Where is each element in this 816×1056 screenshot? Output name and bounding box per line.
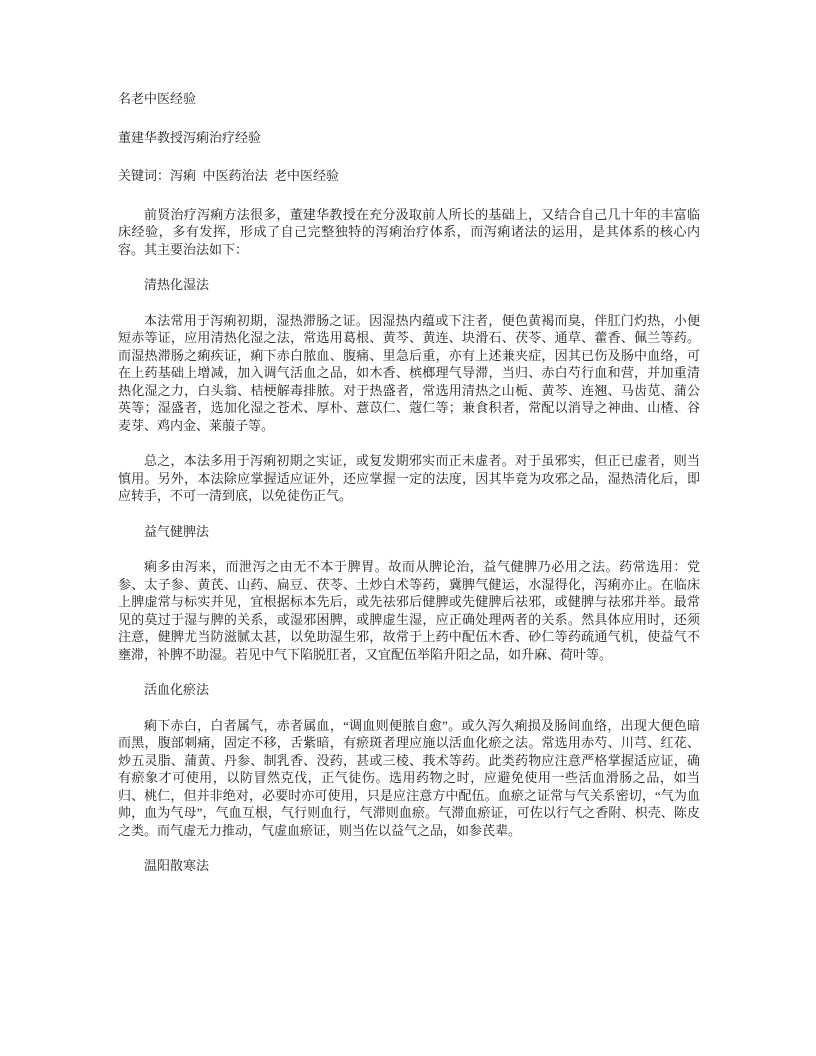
intro-paragraph: 前贤治疗泻痢方法很多，董建华教授在充分汲取前人所长的基础上，又结合自己几十年的丰富临床经验，多有发挥，形成了自己完整独特的泻痢治疗体系，而泻痢诸法的运用，是其体系的核心内容。其主要治法如下：: [118, 206, 700, 257]
keywords-line: 关键词：泻痢 中医药治法 老中医经验: [118, 168, 340, 183]
section-heading-huoxue-huayu: 活血化瘀法: [144, 682, 210, 697]
doc-title: 董建华教授泻痢治疗经验: [118, 129, 262, 145]
body-paragraph: 本法常用于泻痢初期，湿热滞肠之证。因湿热内蕴或下注者，便色黄褐而臭，伴肛门灼热，小便短赤等证，应用清热化湿之法，常选用葛根、黄芩、黄连、块滑石、茯苓、通草、藿香、佩兰等药。而湿热滞肠之痢疾证，痢下赤白脓血、腹痛、里急后重，亦有上述兼夹症，因其已伤及肠中血络，可在上药基础上增减，加入调气活血之品，如木香、槟榔理气导滞，当归、赤白芍行血和营，并加重清热化湿之力，白头翁、桔梗解毒排脓。对于热盛者，常选用清热之山栀、黄芩、连翘、马齿苋、蒲公英等；湿盛者，选加化湿之苍术、厚朴、薏苡仁、蔻仁等；兼食积者，常配以消导之神曲、山楂、谷麦芽、鸡内金、莱菔子等。: [118, 312, 700, 433]
doc-header: 名老中医经验: [118, 91, 197, 106]
body-paragraph: 痢多由泻来，而泄泻之由无不本于脾胃。故而从脾论治，益气健脾乃必用之法。药常选用：党参、太子参、黄芪、山药、扁豆、茯苓、土炒白术等药，冀脾气健运，水湿得化，泻痢亦止。在临床上脾虚常与标实并见，宜根据标本先后，或先祛邪后健脾或先健脾后祛邪，或健脾与祛邪并举。最常见的莫过于湿与脾的关系，或湿邪困脾，或脾虚生湿，应正确处理两者的关系。然具体应用时，还须注意，健脾尤当防滋腻太甚，以免助湿生邪，故常于上药中配伍木香、砂仁等药疏通气机，使益气不壅滞，补脾不助湿。若见中气下陷脱肛者，又宜配伍举陷升阳之品，如升麻、荷叶等。: [118, 559, 700, 662]
body-paragraph: 痢下赤白，白者属气，赤者属血，“调血则便脓自愈”。或久泻久痢损及肠间血络，出现大便色暗而黑，腹部刺痛，固定不移，舌紫暗，有瘀斑者理应施以活血化瘀之法。常选用赤芍、川芎、红花、炒五灵脂、蒲黄、丹参、制乳香、没药，甚或三棱、莪术等药。此类药物应注意严格掌握适应证，确有瘀象才可使用，以防冒然克伐，正气徒伤。选用药物之时，应避免使用一些活血滑肠之品，如当归、桃仁，但并非绝对，必要时亦可使用，只是应注意方中配伍。血瘀之证常与气关系密切，“气为血帅，血为气母”，气血互根，气行则血行，气滞则血瘀。气滞血瘀证，可佐以行气之香附、枳壳、陈皮之类。而气虚无力推动，气虚血瘀证，则当佐以益气之品，如参芪辈。: [118, 717, 700, 838]
section-heading-yiqi-jianpi: 益气健脾法: [144, 523, 210, 539]
section-heading-wenyang-sanhan: 温阳散寒法: [144, 858, 210, 873]
body-paragraph: 总之，本法多用于泻痢初期之实证，或复发期邪实而正未虚者。对于虽邪实，但正已虚者，则当慎用。另外，本法除应掌握适应证外，还应掌握一定的法度，因其毕竟为攻邪之品，湿热清化后，即应转手，不可一清到底，以免徒伤正气。: [118, 453, 700, 503]
section-heading-qingre-huashi: 清热化湿法: [144, 277, 210, 292]
